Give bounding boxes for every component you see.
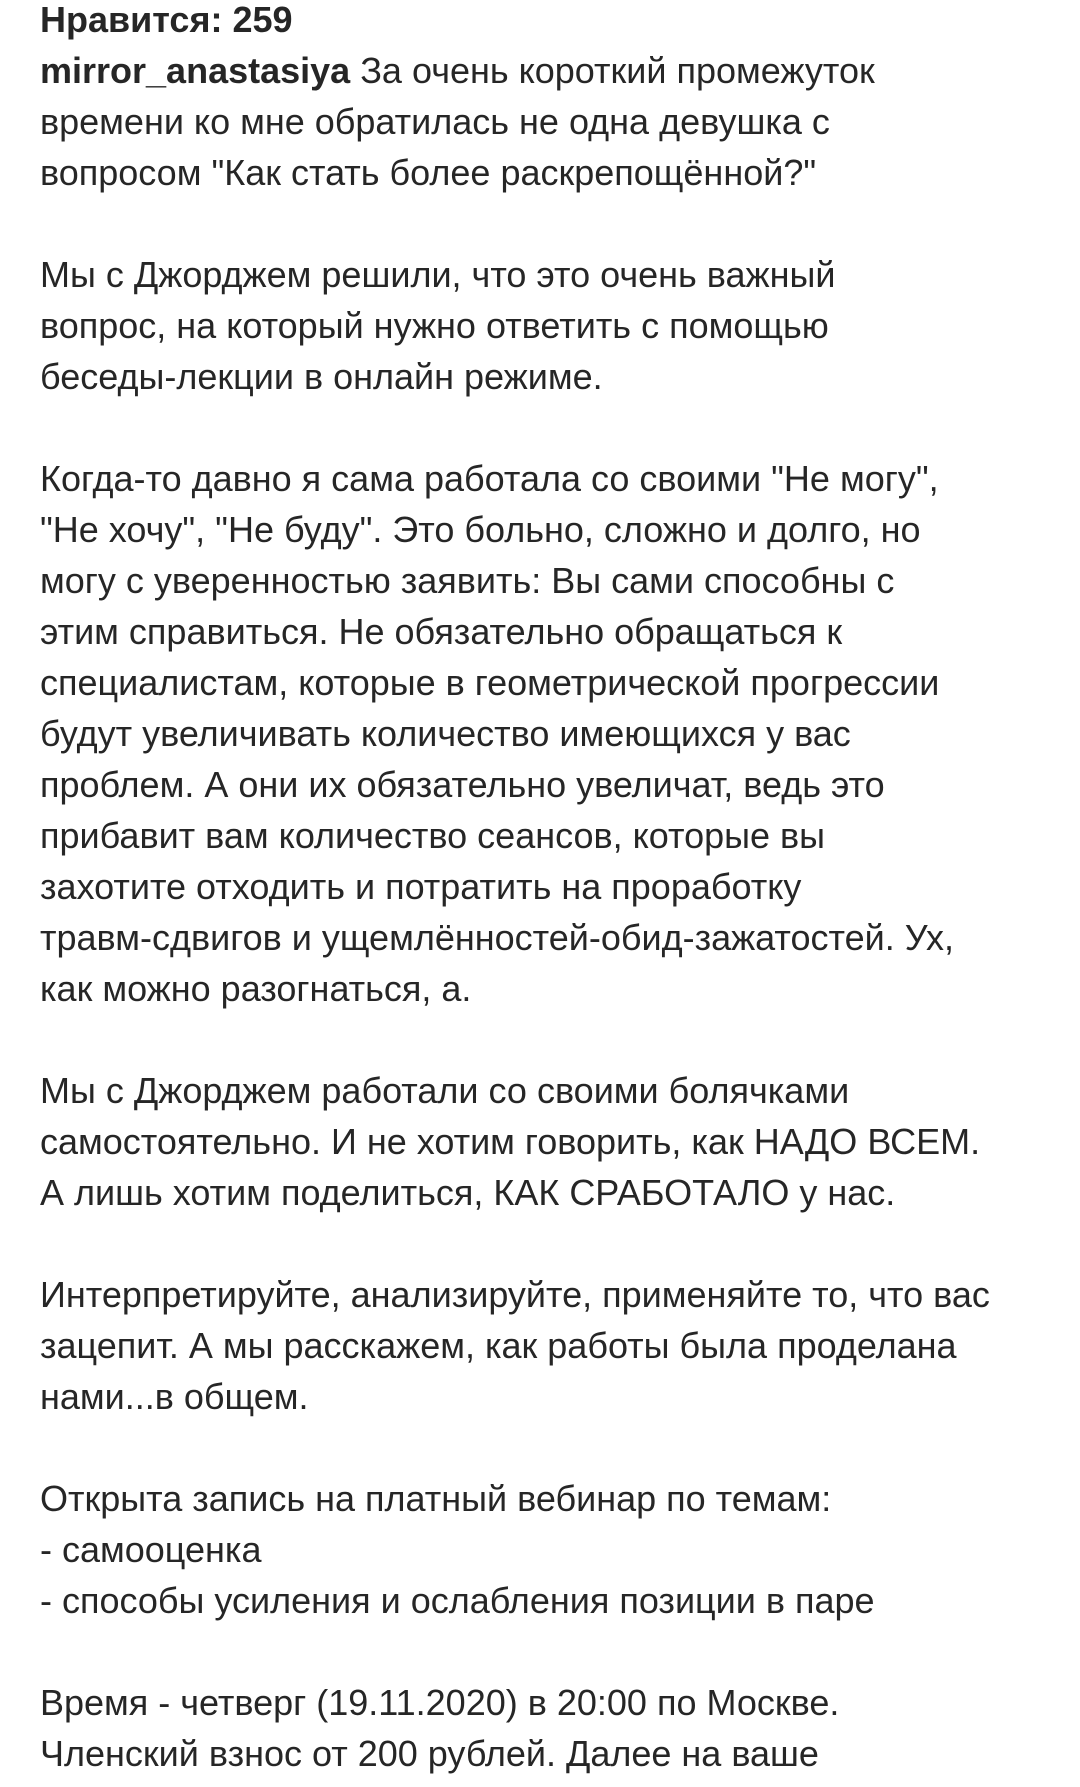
caption-line: этим справиться. Не обязательно обращаться к bbox=[40, 611, 843, 652]
caption-paragraph-2 bbox=[40, 249, 1070, 402]
caption-line: "Не хочу", "Не буду". Это больно, сложно и долго, но bbox=[40, 509, 921, 550]
caption-paragraph-5 bbox=[40, 1269, 1070, 1422]
caption-line: вопрос, на который нужно ответить с помощью bbox=[40, 305, 829, 346]
caption-line: - способы усиления и ослабления позиции в паре bbox=[40, 1580, 875, 1621]
caption-text: За очень короткий промежуток bbox=[350, 50, 875, 91]
caption-line: захотите отходить и потратить на проработку bbox=[40, 866, 802, 907]
caption-line: нами...в общем. bbox=[40, 1376, 309, 1417]
caption-line: Мы с Джорджем работали со своими болячками bbox=[40, 1070, 850, 1111]
caption-line: проблем. А они их обязательно увеличат, ведь это bbox=[40, 764, 885, 805]
caption-line: травм-сдвигов и ущемлённостей-обид-зажатостей. Ух, bbox=[40, 917, 954, 958]
caption-line: Время - четверг (19.11.2020) в 20:00 по Москве. bbox=[40, 1682, 840, 1723]
caption-line bbox=[40, 45, 1070, 96]
username-link[interactable]: mirror_anastasiya bbox=[40, 50, 351, 91]
post-caption-section bbox=[40, 0, 1070, 1779]
caption-paragraph-3 bbox=[40, 453, 1070, 1014]
caption-line: Когда-то давно я сама работала со своими "Не могу", bbox=[40, 458, 939, 499]
caption-line: Мы с Джорджем решили, что это очень важный bbox=[40, 254, 836, 295]
caption-paragraph-1 bbox=[40, 45, 1070, 198]
caption-line: специалистам, которые в геометрической прогрессии bbox=[40, 662, 940, 703]
caption-line: могу с уверенностью заявить: Вы сами способны с bbox=[40, 560, 895, 601]
caption-paragraph-4 bbox=[40, 1065, 1070, 1218]
caption-line: Интерпретируйте, анализируйте, применяйте то, что вас bbox=[40, 1274, 990, 1315]
caption-line: Членский взнос от 200 рублей. Далее на ваше bbox=[40, 1733, 819, 1774]
caption-line: Открыта запись на платный вебинар по темам: bbox=[40, 1478, 832, 1519]
caption-line: самостоятельно. И не хотим говорить, как НАДО ВСЕМ. bbox=[40, 1121, 981, 1162]
caption-line: времени ко мне обратилась не одна девушка с bbox=[40, 101, 830, 142]
caption-line: А лишь хотим поделиться, КАК СРАБОТАЛО у нас. bbox=[40, 1172, 896, 1213]
caption-paragraph-7 bbox=[40, 1677, 1070, 1779]
caption-line: прибавит вам количество сеансов, которые вы bbox=[40, 815, 826, 856]
likes-count[interactable]: Нравится: 259 bbox=[40, 0, 293, 40]
caption bbox=[40, 45, 1070, 1779]
caption-paragraph-6 bbox=[40, 1473, 1070, 1626]
caption-line: будут увеличивать количество имеющихся у вас bbox=[40, 713, 851, 754]
caption-line: беседы-лекции в онлайн режиме. bbox=[40, 356, 603, 397]
caption-line: как можно разогнаться, а. bbox=[40, 968, 472, 1009]
caption-line: - самооценка bbox=[40, 1529, 262, 1570]
caption-line: вопросом "Как стать более раскрепощённой?" bbox=[40, 152, 817, 193]
caption-line: зацепит. А мы расскажем, как работы была проделана bbox=[40, 1325, 957, 1366]
